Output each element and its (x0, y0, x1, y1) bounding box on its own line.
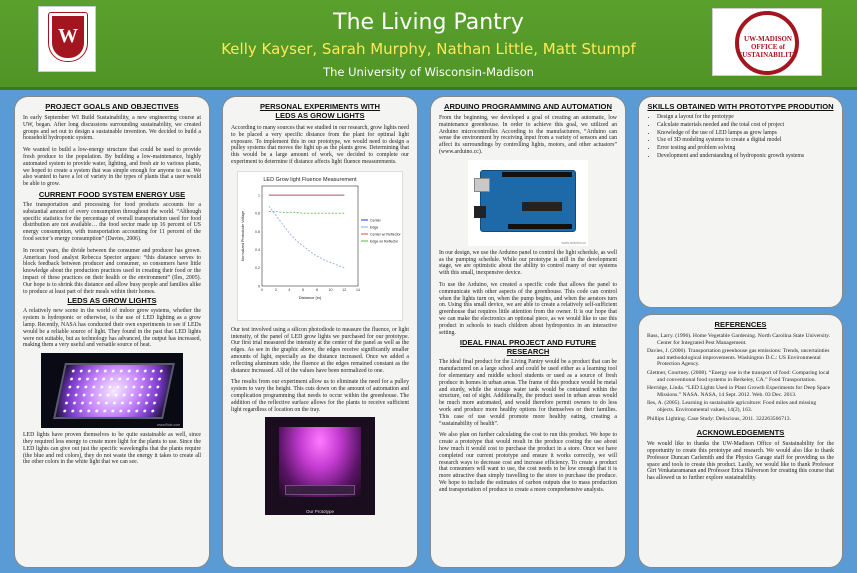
y-tick-label: 0.2 (255, 265, 260, 270)
skill-item: • Development and understanding of hydroponic growth systems (657, 153, 834, 161)
poster-authors: Kelly Kayser, Sarah Murphy, Nathan Little, Matt Stumpf (221, 40, 636, 58)
usb-port (474, 178, 490, 192)
para-experiments-3: The results from our experiment allow us to eliminate the need for a pulley system to vary the height. This cuts down on the amount of automation and complication programming that needs to occur within the greenhouse. The addition of the reflective surface allows for the plants to receive sufficient light regardless of location on the tray. (231, 379, 409, 413)
arduino-board (480, 170, 576, 232)
x-tick-label: 14 (356, 287, 360, 292)
para-acknowledgements: We would like to thanks the UW-Madison Office of Sustainability for the opportunity to create this prototype and research. We would also like to thank Professor Duncan Carlsmith and the Physics Garage staff for providing us the space and tools to create this product. Lastly, we would like to thank Professor Giri Venkataramanan and Professor Erica Halverson for creating this course that has allowed us to further explore sustainability. (647, 441, 834, 482)
para-leds-2: LED lights have proven themselves to be quite sustainable as well, since they required less energy to create more light for the plants to use. Since the LED lights can give out just the specific wavelengths that the plants require (the blue and red colors), they do not waste the energy it takes to create all the other colors in the white light that we can see. (23, 432, 201, 466)
skill-item: • Knowledge of the use of LED lamps as grow lamps (657, 130, 834, 138)
prototype-photo (265, 417, 375, 515)
seal-text: UW-MADISON OFFICE of SUSTAINABILITY (738, 35, 798, 59)
crest-letter: W (58, 25, 78, 47)
x-tick-label: 8 (315, 287, 318, 292)
heading-goals: PROJECT GOALS AND OBJECTIVES (45, 102, 179, 111)
heading-future: IDEAL FINAL PROJECT AND FUTURE RESEARCH (459, 338, 597, 357)
para-arduino-2: In our design, we use the Arduino panel to control the light schedule, as well as the pumping schedule. While our prototype is still in the development stage, we are optimistic about the ability to control many of our systems with this small, inexpensive device. (439, 249, 617, 277)
skill-item: • Design a layout for the prototype (657, 114, 834, 122)
y-tick-label: 0.6 (255, 229, 260, 234)
para-arduino-3: To use the Arduino, we created a specific code that allows the panel to communicate with other aspects of the greenhouse. This code can control when the lights turn on, when the pump begins, and when the aerators turn on. Using this small device, we are able to create a relatively self-sufficient greenhouse that requires little attention from the owner. It is our hope that we can make the electronics an optional piece, as we would like to use this product in schools to teach children about hydroponics in an interactive setting. (439, 281, 617, 336)
fluence-chart-svg (238, 172, 404, 322)
heading-experiments: PERSONAL EXPERIMENTS WITH LEDS AS GROW LIGHTS (259, 102, 381, 120)
skill-item: • Calculate materials needed and the total cost of project (657, 122, 834, 130)
skills-list (647, 114, 834, 161)
microchip (522, 202, 562, 211)
poster-university: The University of Wisconsin-Madison (323, 65, 534, 79)
para-experiments-1: According to many sources that we studied in our research, grow lights need to be placed a very specific distance from the plant for optimal light exposure. To implement this in our prototype, we would need to design a pulley systems that moves the light up as the plants grow. Determining that this would be a large amount of work, we decided to complete our experiment to determine if distance affects light fluence measurements. (231, 125, 409, 165)
poster-title: The Living Pantry (333, 10, 524, 35)
header-pins-top (502, 172, 572, 177)
chart-title: LED Grow light Fluence Measurement (263, 176, 357, 183)
x-tick-label: 4 (288, 287, 291, 292)
sustainability-seal-logo (712, 8, 822, 76)
skill-item: • Error testing and problem solving (657, 145, 834, 153)
prototype-tray (285, 485, 355, 495)
power-jack (474, 206, 486, 218)
reference-item: Davies, J. (2006). Transportation greenhouse gas emissions: Trends, uncertainties and methodological improvements. Washington D.C.: US Environmental Protection Agency. (647, 348, 830, 368)
y-tick-label: 1 (258, 193, 260, 198)
reference-item: Bass, Larry. (1996). Home Vegetable Gardening. North Carolina State University. Center for Integrated Pest Management. (647, 333, 831, 346)
reference-item: Phillips Lighting. Case Study: Deliscious, 2011. 322263566713. (647, 415, 791, 422)
led-grid (60, 367, 168, 415)
x-tick-label: 10 (328, 287, 333, 292)
panel-references (638, 314, 843, 568)
led-photo-caption: www.flickr.com (157, 423, 180, 428)
para-goals-2: We wanted to build a low-energy structure that could be used to provide fresh produce to the population. By building a low-maintenance, highly automated system to provide water, lighting, and fresh air to various plants, we hoped to create a system that was simple enough for anyone to use. We also wanted to have a lot of variety in the types of plants that a user would be able to grow. (23, 147, 201, 188)
panel-arduino (430, 96, 626, 568)
legend-label: Edge (370, 225, 379, 230)
arduino-photo (468, 160, 588, 246)
legend-label: Center w/ Reflector (370, 232, 401, 237)
fluence-chart (237, 171, 403, 321)
para-experiments-2: Our test involved using a silicon photodiode to measure the fluence, or light intensity, of the panel of LED grow lights we purchased for our prototype. Our first trial measured the intensity at the center of the panel as well as the edges. As see in the graphic above, the edges receive significantly smaller amounts of light, especially as the distance increased. Once we added a reflecting aluminum side, the fluence at the edges remained constant as the distance increased. All of the values have been normalized to one. (231, 326, 409, 374)
x-tick-label: 12 (342, 287, 347, 292)
poster-header (0, 0, 857, 90)
panel-experiments (222, 96, 418, 568)
x-tick-label: 2 (274, 287, 277, 292)
panel-goals (14, 96, 210, 568)
reference-item: Herridge, Linda. “LED Lights Used in Plant Growth Experiments for Deep Space Missions.” NASA. NASA, 14 Sept. 2012. Web. 03 Dec. 2013. (647, 385, 831, 398)
para-goals-1: In early September WI Build Sustainability, a new engineering course at UW, began. After long discussions surrounding sustainability, we created groups and set out to design a sustainable invention. We decided to build a household hydroponic system. (23, 115, 201, 142)
reference-item: Iles, A. (2005). Learning in sustainable agriculture: Food miles and missing objects. Environmental values, 14(2), 163. (647, 400, 817, 413)
x-tick-label: 0 (261, 287, 263, 292)
heading-energy-use: CURRENT FOOD SYSTEM ENERGY USE (38, 189, 186, 199)
heading-references: REFERENCES (714, 320, 767, 329)
prototype-caption: Our Prototype (305, 509, 334, 515)
references-list (647, 333, 834, 422)
heading-leds: LEDS AS GROW LIGHTS (67, 296, 157, 306)
chart-xlabel: Distance (in) (298, 294, 322, 300)
legend-label: Center (370, 218, 381, 223)
para-energy-2: In recent years, the divide between the consumer and producer has grown. American food analyst Rebecca Spector argues: “this distance serves to block feedback between producer and consumer, so consumers have little knowledge about the production practices used in creating their food or the impact of these practices on their health or the environment” (Iles, 2005). Our hope is to shrink this distance and allow busy people and families alike to produce at least part of their meals within their homes. (23, 247, 201, 295)
para-arduino-1: From the beginning, we developed a goal of creating an automatic, low maintenance greenhouse. In order to achieve this goal, we utilized an Arduino microcontroller. According to the manufacturers, “Arduino can sense the environment by receiving input from a variety of sensors and can affect its surroundings by controlling lights, motors, and other actuators” (www.arduino.cc). (439, 115, 617, 155)
skill-item: • Use of 3D modeling systems to create a digital model (657, 137, 834, 145)
header-pins-bottom (508, 224, 572, 229)
chart-ylabel: Normalized Photodiode Voltage (241, 210, 245, 261)
led-panel-photo (41, 353, 183, 428)
para-future-2: We also plan on further calculating the cost to run this product. We hope to create a prototype that would result in the produce costing the use about how much it would cost to purchase the product in a store. Once we have completed our current prototype and ensure it works correctly, we will research ways to decrease cost and increase efficiency. To create a product that consumers will want to use, the cost needs to be low enough that it is more attractive than simply travelling to the store to purchase the produce. We hope to include the estimates of carbon outputs due to mass production and transportation of produce to create a more comprehensive analysis. (439, 432, 617, 493)
heading-arduino: ARDUINO PROGRAMMING AND AUTOMATION (444, 102, 612, 111)
arduino-caption: www.arduino.cc (561, 240, 586, 245)
legend-label: Edge w/ Reflector (370, 239, 399, 244)
heading-skills: SKILLS OBTAINED WITH PROTOTYPE PRODUTION (647, 102, 834, 111)
y-tick-label: 0.8 (255, 211, 260, 216)
para-energy-1: The transportation and processing for food products accounts for a substantial amount of every consumption throughout the world. “Although specific statistics for the percentage of overall transportation used for food distribution are not available… the food sector made up 16 percent of US energy consumption, with transportation accounting for 11 percent of the food sector’s energy consumption” (Davies, 2006). (23, 201, 201, 242)
chart-plot-area (262, 186, 358, 286)
y-tick-label: 0.4 (255, 247, 260, 252)
panel-skills (638, 96, 843, 308)
para-future-1: The ideal final product for the Living Pantry would be a product that can be manufactured on a large school and could be used either as a learning tool for elementary and middle school students or used as a source of fresh produce in homes in urban areas. The frame of this produce would be metal and sturdy, while the storage water tank would be contained within the structure, out of sight. Additionally, the product used in urban areas would be much more automated, and would therefore permit owners to do less work and produce more healthy options for themselves or their families. This case of use would promote more healthy eating, creating a “sustainability of health”. (439, 359, 617, 427)
para-leds-1: A relatively new scene in the world of indoor grow systems, whether the system is hydroponic or otherwise, is the use of LED lighting as a grow lamp. Recently, NASA has conducted their own experiments to see if LEDs would be a reliable source of light. They found in the past that LED lights were not suitable, but as technology has advanced, the output has increased, making them a very useful and versatile source of heat. (23, 308, 201, 349)
reference-item: Glettner, Courtney. (2008). “Energy use in the transport of food: Comparing local and conventional food systems in Berkeley, CA.” Food Transportation. (647, 369, 830, 383)
heading-acknowledgements: ACKNOWLEDGEMENTS (696, 428, 785, 438)
y-tick-label: 0 (258, 284, 260, 289)
x-tick-label: 6 (302, 287, 305, 292)
